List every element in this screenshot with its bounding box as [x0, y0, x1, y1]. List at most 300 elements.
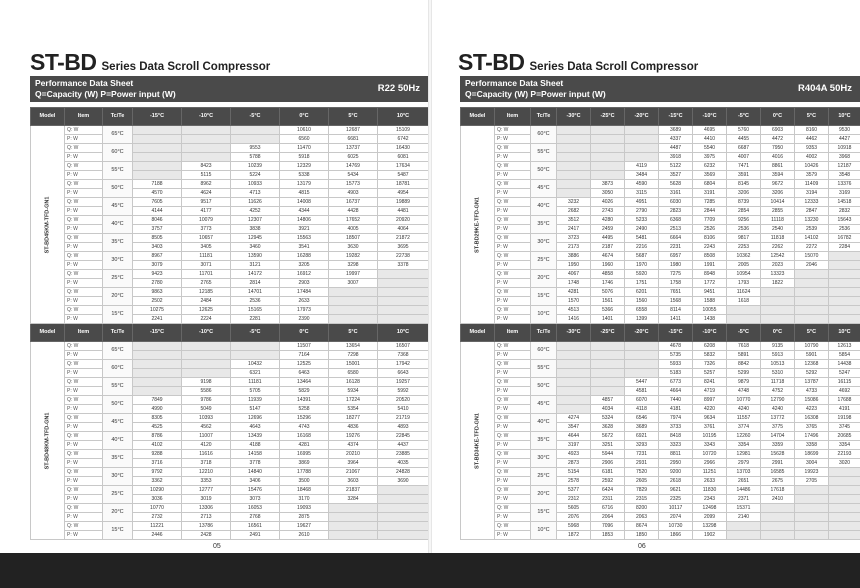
column-header: Item	[65, 324, 103, 342]
column-header: Tc/Te	[103, 108, 133, 126]
value-cell: 2906	[591, 459, 625, 468]
value-cell: 15476	[231, 486, 280, 495]
empty-cell	[591, 369, 625, 378]
title-main: ST-BD	[30, 49, 97, 75]
table-row	[31, 450, 429, 459]
value-cell: 3191	[693, 189, 727, 198]
value-cell: 16782	[829, 234, 860, 243]
value-cell: 20210	[329, 450, 378, 459]
value-cell: 16430	[378, 144, 429, 153]
value-cell: 7849	[133, 396, 182, 405]
value-cell: 5481	[625, 234, 659, 243]
empty-cell	[625, 144, 659, 153]
value-cell: 14486	[727, 486, 761, 495]
value-cell: 4455	[727, 135, 761, 144]
value-cell: 19627	[280, 522, 329, 531]
value-cell: 1411	[659, 315, 693, 324]
value-cell: 3761	[693, 423, 727, 432]
value-cell: 24828	[378, 468, 429, 477]
value-cell: 9353	[795, 144, 829, 153]
title-main: ST-BD	[458, 49, 525, 75]
value-cell: 21872	[378, 234, 429, 243]
value-cell: 9288	[133, 450, 182, 459]
value-cell: 2074	[659, 513, 693, 522]
value-cell: 3020	[829, 459, 860, 468]
empty-cell	[231, 351, 280, 360]
empty-cell	[378, 522, 429, 531]
item-cell: Q: W	[65, 126, 103, 135]
item-cell: P: W	[495, 495, 531, 504]
empty-cell	[829, 279, 860, 288]
value-cell: 11624	[727, 288, 761, 297]
item-cell: Q: W	[65, 252, 103, 261]
item-cell: Q: W	[65, 522, 103, 531]
value-cell: 2823	[659, 207, 693, 216]
table-row	[31, 261, 429, 270]
empty-cell	[378, 279, 429, 288]
value-cell: 2979	[727, 459, 761, 468]
table-row	[461, 234, 860, 243]
value-cell: 3194	[795, 189, 829, 198]
empty-cell	[378, 315, 429, 324]
value-cell: 12981	[727, 450, 761, 459]
value-cell: 9135	[761, 342, 795, 351]
value-cell: 2371	[727, 495, 761, 504]
item-cell: P: W	[65, 423, 103, 432]
value-cell: 1399	[625, 315, 659, 324]
item-cell: Q: W	[495, 360, 531, 369]
item-cell: Q: W	[495, 252, 531, 261]
value-cell: 3630	[329, 243, 378, 252]
value-cell: 3628	[591, 423, 625, 432]
sheet-header-band	[30, 76, 428, 102]
table-row	[461, 387, 860, 396]
empty-cell	[829, 477, 860, 486]
empty-cell	[591, 360, 625, 369]
value-cell: 3869	[280, 459, 329, 468]
item-cell: P: W	[65, 189, 103, 198]
value-cell: 5338	[280, 171, 329, 180]
value-cell: 18699	[795, 450, 829, 459]
empty-cell	[557, 162, 591, 171]
value-cell: 4144	[133, 207, 182, 216]
value-cell: 3775	[761, 423, 795, 432]
value-cell: 2536	[829, 225, 860, 234]
table-row	[31, 135, 429, 144]
column-header: -30°C	[557, 108, 591, 126]
value-cell: 3293	[625, 441, 659, 450]
table-row	[461, 144, 860, 153]
sheet-title: Performance Data Sheet	[35, 78, 134, 88]
value-cell: 3964	[329, 459, 378, 468]
value-cell: 6181	[591, 468, 625, 477]
value-cell: 5672	[591, 432, 625, 441]
empty-cell	[557, 342, 591, 351]
value-cell: 12613	[829, 342, 860, 351]
value-cell: 4748	[727, 387, 761, 396]
table-row	[31, 414, 429, 423]
value-cell: 5829	[280, 387, 329, 396]
tc-cell: 30°C	[103, 252, 133, 270]
table-row	[31, 153, 429, 162]
value-cell: 6716	[591, 504, 625, 513]
value-cell: 7605	[133, 198, 182, 207]
value-cell: 2253	[727, 243, 761, 252]
value-cell: 5434	[329, 171, 378, 180]
value-cell: 13306	[182, 504, 231, 513]
table-row	[31, 423, 429, 432]
value-cell: 8046	[133, 216, 182, 225]
column-header: 0°C	[280, 108, 329, 126]
value-cell: 4410	[693, 135, 727, 144]
value-cell: 11181	[182, 252, 231, 261]
value-cell: 1568	[659, 297, 693, 306]
value-cell: 13654	[329, 342, 378, 351]
value-cell: 2682	[557, 207, 591, 216]
column-header: 10°C	[829, 108, 860, 126]
value-cell: 2312	[557, 495, 591, 504]
item-cell: P: W	[65, 387, 103, 396]
value-cell: 4954	[378, 189, 429, 198]
value-cell: 5687	[625, 252, 659, 261]
value-cell: 3773	[182, 225, 231, 234]
value-cell: 2410	[761, 495, 795, 504]
value-cell: 5183	[659, 369, 693, 378]
value-cell: 5299	[727, 369, 761, 378]
table-row	[31, 369, 429, 378]
value-cell: 12525	[280, 360, 329, 369]
item-cell: P: W	[65, 297, 103, 306]
item-cell: P: W	[495, 531, 531, 540]
value-cell: 10933	[231, 180, 280, 189]
tc-cell: 25°C	[103, 486, 133, 504]
value-cell: 5147	[231, 405, 280, 414]
empty-cell	[182, 153, 231, 162]
tc-cell: 15°C	[531, 504, 557, 522]
empty-cell	[727, 306, 761, 315]
column-header: Model	[31, 324, 65, 342]
empty-cell	[829, 288, 860, 297]
column-header: Item	[495, 324, 531, 342]
value-cell: 4903	[329, 189, 378, 198]
value-cell: 2484	[182, 297, 231, 306]
value-cell: 2633	[693, 477, 727, 486]
value-cell: 2875	[280, 513, 329, 522]
value-cell: 21719	[378, 414, 429, 423]
item-cell: P: W	[65, 225, 103, 234]
empty-cell	[133, 162, 182, 171]
value-cell: 4462	[795, 135, 829, 144]
table-row	[31, 297, 429, 306]
value-cell: 2064	[591, 513, 625, 522]
page-gutter	[428, 0, 432, 553]
tc-cell: 20°C	[103, 288, 133, 306]
value-cell: 6804	[693, 180, 727, 189]
value-cell: 19093	[280, 504, 329, 513]
tc-cell: 60°C	[103, 144, 133, 162]
value-cell: 3718	[182, 459, 231, 468]
value-cell: 1902	[693, 531, 727, 540]
value-cell: 2536	[231, 297, 280, 306]
sheet-subtitle: Q=Capacity (W) P=Power input (W)	[465, 89, 606, 99]
table-row	[461, 171, 860, 180]
value-cell: 4188	[231, 441, 280, 450]
item-cell: P: W	[495, 477, 531, 486]
empty-cell	[231, 126, 280, 135]
page-number: 06	[638, 543, 646, 550]
item-cell: P: W	[65, 171, 103, 180]
value-cell: 12498	[693, 504, 727, 513]
value-cell: 1950	[557, 261, 591, 270]
value-cell: 4177	[182, 207, 231, 216]
value-cell: 4674	[591, 252, 625, 261]
column-header: -20°C	[625, 108, 659, 126]
value-cell: 2903	[280, 279, 329, 288]
table-row	[31, 198, 429, 207]
value-cell: 2873	[557, 459, 591, 468]
value-cell: 4743	[280, 423, 329, 432]
value-cell: 10414	[761, 198, 795, 207]
value-cell: 9863	[133, 288, 182, 297]
table-row	[461, 288, 860, 297]
value-cell: 1401	[591, 315, 625, 324]
value-cell: 16585	[761, 468, 795, 477]
value-cell: 5992	[378, 387, 429, 396]
value-cell: 22845	[378, 432, 429, 441]
empty-cell	[591, 153, 625, 162]
value-cell: 2076	[557, 513, 591, 522]
value-cell: 4713	[231, 189, 280, 198]
item-cell: Q: W	[65, 396, 103, 405]
tc-cell: 55°C	[103, 378, 133, 396]
item-cell: P: W	[65, 459, 103, 468]
table-header-row	[31, 324, 429, 342]
value-cell: 16168	[280, 432, 329, 441]
value-cell: 10918	[829, 144, 860, 153]
value-cell: 7651	[659, 288, 693, 297]
empty-cell	[795, 288, 829, 297]
value-cell: 7164	[280, 351, 329, 360]
value-cell: 3353	[182, 477, 231, 486]
value-cell: 18507	[329, 234, 378, 243]
footer-bar	[0, 553, 860, 588]
value-cell: 6081	[378, 153, 429, 162]
value-cell: 4923	[557, 450, 591, 459]
value-cell: 9198	[182, 378, 231, 387]
tc-cell: 15°C	[103, 522, 133, 540]
value-cell: 5324	[591, 414, 625, 423]
sheet-title: Performance Data Sheet	[465, 78, 564, 88]
column-header: 10°C	[378, 324, 429, 342]
value-cell: 21837	[329, 486, 378, 495]
column-header: -20°C	[625, 324, 659, 342]
value-cell: 4026	[591, 198, 625, 207]
table-row	[31, 495, 429, 504]
empty-cell	[231, 342, 280, 351]
value-cell: 9786	[182, 396, 231, 405]
table-row	[461, 360, 860, 369]
item-cell: Q: W	[495, 342, 531, 351]
value-cell: 7974	[659, 414, 693, 423]
table-row	[31, 351, 429, 360]
value-cell: 6070	[625, 396, 659, 405]
empty-cell	[625, 153, 659, 162]
table-header-row	[461, 108, 860, 126]
value-cell: 6681	[329, 135, 378, 144]
value-cell: 12790	[761, 396, 795, 405]
tc-cell: 10°C	[531, 522, 557, 540]
value-cell: 6664	[659, 234, 693, 243]
value-cell: 4643	[231, 423, 280, 432]
value-cell: 4624	[182, 189, 231, 198]
model-label: ST-BD45KM-TFD-GN1	[44, 196, 50, 253]
value-cell: 18781	[378, 180, 429, 189]
column-header: 0°C	[761, 108, 795, 126]
table-row	[31, 342, 429, 351]
value-cell: 17652	[329, 216, 378, 225]
model-cell	[31, 342, 65, 540]
empty-cell	[795, 513, 829, 522]
value-cell: 8786	[133, 432, 182, 441]
value-cell: 15070	[795, 252, 829, 261]
value-cell: 8505	[133, 234, 182, 243]
empty-cell	[557, 378, 591, 387]
value-cell: 15001	[329, 360, 378, 369]
value-cell: 3975	[693, 153, 727, 162]
item-cell: P: W	[495, 153, 531, 162]
table-row	[31, 144, 429, 153]
empty-cell	[591, 342, 625, 351]
value-cell: 12333	[795, 198, 829, 207]
value-cell: 5487	[378, 171, 429, 180]
value-cell: 5154	[557, 468, 591, 477]
value-cell: 7440	[659, 396, 693, 405]
value-cell: 1570	[557, 297, 591, 306]
empty-cell	[182, 135, 231, 144]
model-label: ST-BD34KE-TFD-GN1	[474, 412, 480, 469]
value-cell: 4274	[557, 414, 591, 423]
value-cell: 12187	[829, 162, 860, 171]
value-cell: 2814	[231, 279, 280, 288]
empty-cell	[329, 315, 378, 324]
value-cell: 4695	[693, 126, 727, 135]
value-cell: 2491	[231, 531, 280, 540]
tc-cell: 65°C	[103, 342, 133, 360]
value-cell: 3284	[329, 495, 378, 504]
value-cell: 4016	[761, 153, 795, 162]
value-cell: 2844	[693, 207, 727, 216]
page-right	[430, 0, 860, 588]
value-cell: 4240	[761, 405, 795, 414]
value-cell: 11830	[693, 486, 727, 495]
value-cell: 2063	[625, 513, 659, 522]
value-cell: 2854	[727, 207, 761, 216]
empty-cell	[557, 369, 591, 378]
value-cell: 2675	[761, 477, 795, 486]
value-cell: 4719	[693, 387, 727, 396]
column-header: 10°C	[829, 324, 860, 342]
value-cell: 11818	[761, 234, 795, 243]
value-cell: 19257	[378, 378, 429, 387]
value-cell: 5920	[625, 270, 659, 279]
column-header: 5°C	[329, 324, 378, 342]
value-cell: 4644	[557, 432, 591, 441]
value-cell: 3007	[329, 279, 378, 288]
value-cell: 1850	[625, 531, 659, 540]
item-cell: P: W	[65, 531, 103, 540]
value-cell: 4815	[280, 189, 329, 198]
value-cell: 4495	[591, 234, 625, 243]
table-row	[461, 504, 860, 513]
empty-cell	[795, 486, 829, 495]
tc-cell: 50°C	[103, 396, 133, 414]
value-cell: 12945	[231, 234, 280, 243]
value-cell: 6957	[659, 252, 693, 261]
empty-cell	[761, 297, 795, 306]
empty-cell	[557, 180, 591, 189]
table-row	[461, 369, 860, 378]
empty-cell	[591, 135, 625, 144]
table-row	[31, 441, 429, 450]
value-cell: 10362	[727, 252, 761, 261]
tc-cell: 20°C	[531, 486, 557, 504]
value-cell: 5788	[231, 153, 280, 162]
value-cell: 1751	[625, 279, 659, 288]
value-cell: 5705	[231, 387, 280, 396]
item-cell: P: W	[65, 261, 103, 270]
tc-cell: 45°C	[103, 198, 133, 216]
value-cell: 10432	[231, 360, 280, 369]
item-cell: P: W	[65, 405, 103, 414]
empty-cell	[133, 171, 182, 180]
value-cell: 3591	[727, 171, 761, 180]
table-row	[461, 522, 860, 531]
value-cell: 9553	[231, 144, 280, 153]
value-cell: 11718	[761, 378, 795, 387]
value-cell: 4562	[182, 423, 231, 432]
value-cell: 2768	[231, 513, 280, 522]
value-cell: 3232	[557, 198, 591, 207]
item-cell: P: W	[495, 261, 531, 270]
page-title	[30, 49, 270, 76]
value-cell: 3460	[231, 243, 280, 252]
value-cell: 1561	[591, 297, 625, 306]
value-cell: 13323	[761, 270, 795, 279]
value-cell: 21067	[329, 468, 378, 477]
item-cell: Q: W	[495, 450, 531, 459]
value-cell: 4002	[795, 153, 829, 162]
item-cell: P: W	[495, 279, 531, 288]
empty-cell	[182, 360, 231, 369]
tc-cell: 30°C	[531, 234, 557, 252]
value-cell: 8418	[659, 432, 693, 441]
column-header: 0°C	[280, 324, 329, 342]
empty-cell	[557, 405, 591, 414]
value-cell: 4005	[329, 225, 378, 234]
title-sub: Series Data Scroll Compressor	[101, 61, 271, 73]
item-cell: P: W	[495, 459, 531, 468]
value-cell: 2832	[829, 207, 860, 216]
value-cell: 2743	[591, 207, 625, 216]
value-cell: 6643	[378, 369, 429, 378]
value-cell: 4034	[591, 405, 625, 414]
data-table	[30, 107, 429, 540]
value-cell: 5354	[329, 405, 378, 414]
value-cell: 1588	[693, 297, 727, 306]
empty-cell	[625, 135, 659, 144]
value-cell: 3170	[280, 495, 329, 504]
table-row	[461, 198, 860, 207]
